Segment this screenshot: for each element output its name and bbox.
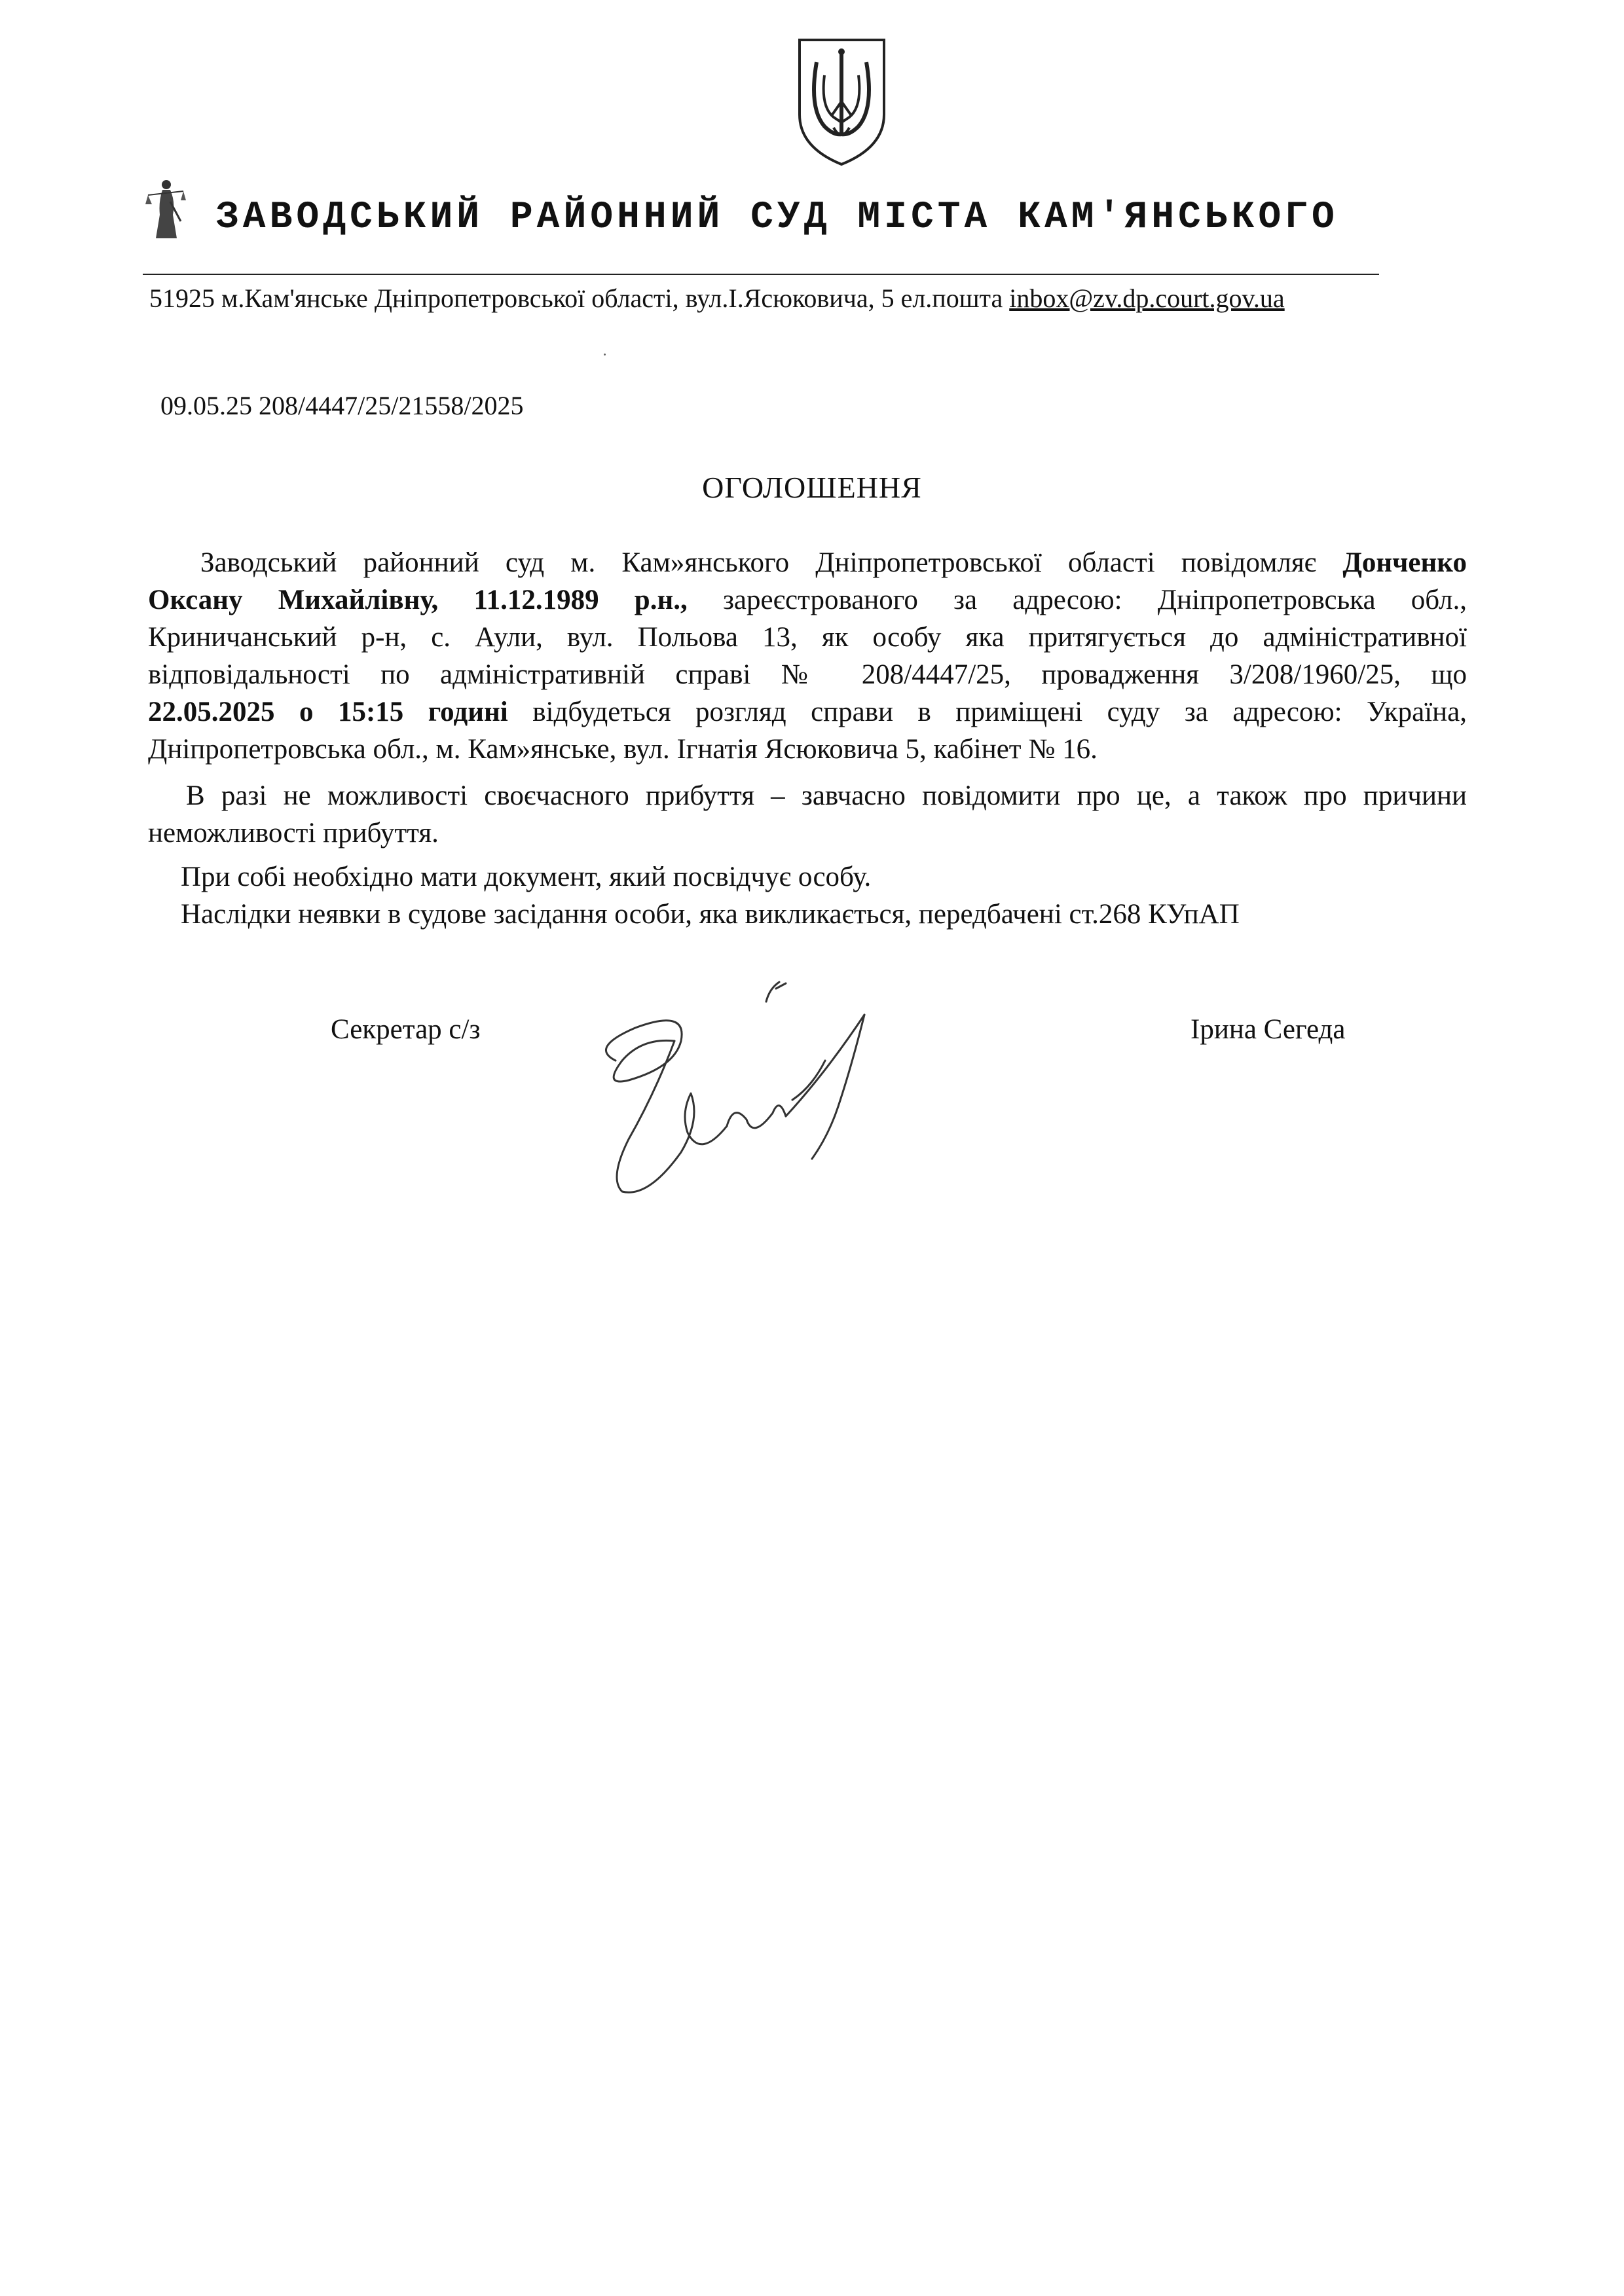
defendant-surname: Донченко <box>1342 547 1467 578</box>
registration-number: 09.05.25 208/4447/25/21558/2025 <box>160 391 524 420</box>
body-line-3: Криничанський р-н, с. Аули, вул. Польова 13, як особу яка притягується до адміністративної <box>148 622 1467 653</box>
notice-line-2: неможливості прибуття. <box>148 818 439 848</box>
court-address <box>149 283 1285 314</box>
court-name: ЗАВОДСЬКИЙ РАЙОННИЙ СУД МІСТА КАМ'ЯНСЬКОГО <box>216 196 1338 239</box>
document-title: ОГОЛОШЕННЯ <box>702 471 922 504</box>
signer-position: Секретар с/з <box>331 1014 481 1045</box>
address-text: 51925 м.Кам'янське Дніпропетровської області, вул.І.Ясюковича, 5 ел.пошта <box>149 283 1010 313</box>
body-line-2: Оксану Михайлівну, 11.12.1989 р.н., зареєстрованого за адресою: Дніпропетровська обл., <box>148 585 1467 615</box>
body-line-4: відповідальності по адміністративній справі № 208/4447/25, провадження 3/208/1960/25, що <box>148 659 1467 690</box>
header-divider <box>143 274 1379 275</box>
body-line-6: Дніпропетровська обл., м. Кам»янське, вул. Ігнатія Ясюковича 5, кабінет № 16. <box>148 734 1098 765</box>
themis-icon <box>145 175 186 242</box>
handwritten-signature <box>576 962 982 1264</box>
defendant-name-dob: Оксану Михайлівну, 11.12.1989 р.н., <box>148 585 688 615</box>
body-line-5: 22.05.2025 о 15:15 годині відбудеться розгляд справи в приміщені суду за адресою: Україна, <box>148 697 1467 727</box>
non-appearance-consequences: Наслідки неявки в судове засідання особи, яка викликається, передбачені ст.268 КУпАП <box>181 899 1240 930</box>
scan-speck <box>604 354 606 355</box>
hearing-datetime: 22.05.2025 о 15:15 годині <box>148 697 508 727</box>
coat-of-arms-icon <box>794 36 889 167</box>
body-line-1: Заводський районний суд м. Кам»янського Дніпропетровської області повідомляє Донченко <box>200 547 1467 578</box>
signer-name: Ірина Сегеда <box>1190 1014 1346 1045</box>
notice-line-1: В разі не можливості своєчасного прибуття – завчасно повідомити про це, а також про причини <box>186 780 1467 811</box>
court-email: inbox@zv.dp.court.gov.ua <box>1009 283 1285 313</box>
id-requirement: При собі необхідно мати документ, який посвідчує особу. <box>181 862 872 892</box>
